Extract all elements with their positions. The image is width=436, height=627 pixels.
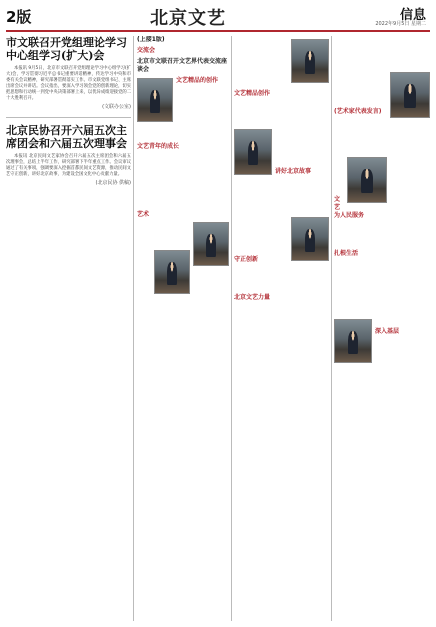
subhead: (艺术家代表发言) (334, 108, 382, 115)
section-head: 交流会 (137, 47, 156, 54)
column-2 (137, 36, 229, 621)
subhead: 艺术 (137, 211, 150, 218)
speaker-photo (154, 250, 190, 294)
speaker-photo (291, 217, 329, 261)
subhead: 扎根生活 (334, 250, 359, 257)
subhead: 深入基层 (375, 328, 400, 335)
subhead: 北京文艺力量 (234, 294, 271, 301)
article1-headline: 市文联召开党组理论学习中心组学习(扩大)会 (6, 36, 127, 62)
article2-byline: (北京民协 供稿) (95, 180, 131, 186)
continuation-label: (上接1版) (137, 36, 165, 43)
speaker-photo (291, 39, 329, 83)
subhead: 北京市文联召开文艺界代表交流座谈会 (137, 58, 228, 73)
column-3 (234, 36, 329, 621)
subhead: 文艺青年的成长 (137, 143, 180, 150)
article2-headline: 北京民协召开六届五次主席团会和六届五次理事会 (6, 124, 127, 150)
subhead: 文艺精品创作 (234, 90, 271, 97)
speaker-photo (234, 129, 272, 175)
left-column (6, 36, 131, 621)
masthead-logo: 北京文艺 (150, 8, 226, 29)
subhead: 文艺精品的创作 (176, 77, 219, 84)
subhead: 文艺为人民服务 (334, 196, 365, 219)
subhead: 讲好北京故事 (275, 168, 312, 175)
speaker-photo (347, 157, 387, 203)
speaker-photo (334, 319, 372, 363)
article2-body: 本报讯 北京民间文艺家协会召开六届五次主席团会和六届五次理事会，总结上半年工作，研究部署下半年重点工作。会议审议通过了有关事项，强调要深入挖掘首都民间文艺资源，推动民间文艺守正创新，讲好北京故事，为建设全国文化中心贡献力量。 (6, 154, 131, 177)
divider (6, 117, 131, 118)
column-divider (331, 36, 332, 621)
speaker-photo (193, 222, 229, 266)
speaker-photo (390, 72, 430, 118)
column-divider (231, 36, 232, 621)
column-4 (334, 36, 430, 621)
page-number: 2版 (6, 8, 32, 26)
speaker-photo (137, 78, 173, 122)
column-divider (133, 36, 134, 621)
article1-byline: (文联办公室) (102, 104, 131, 110)
subhead: 守正创新 (234, 256, 259, 263)
issue-date: 2022年9月5日 星期二 (375, 21, 426, 27)
header-rule (6, 30, 430, 32)
section-name: 信息 (399, 8, 426, 23)
article1-body: 本报讯 9月5日，北京市文联召开党组理论学习中心组学习(扩大)会，学习贯彻习近平总书记重要讲话精神，传达学习中央和市委有关会议精神，研究部署贯彻落实工作。市文联党组书记、主席出席会议并讲话。会议指出，要深入学习领会党的创新理论，切实把思想和行动统一到党中央决策部署上来，以优异成绩迎接党的二十大胜利召开。 (6, 66, 131, 101)
